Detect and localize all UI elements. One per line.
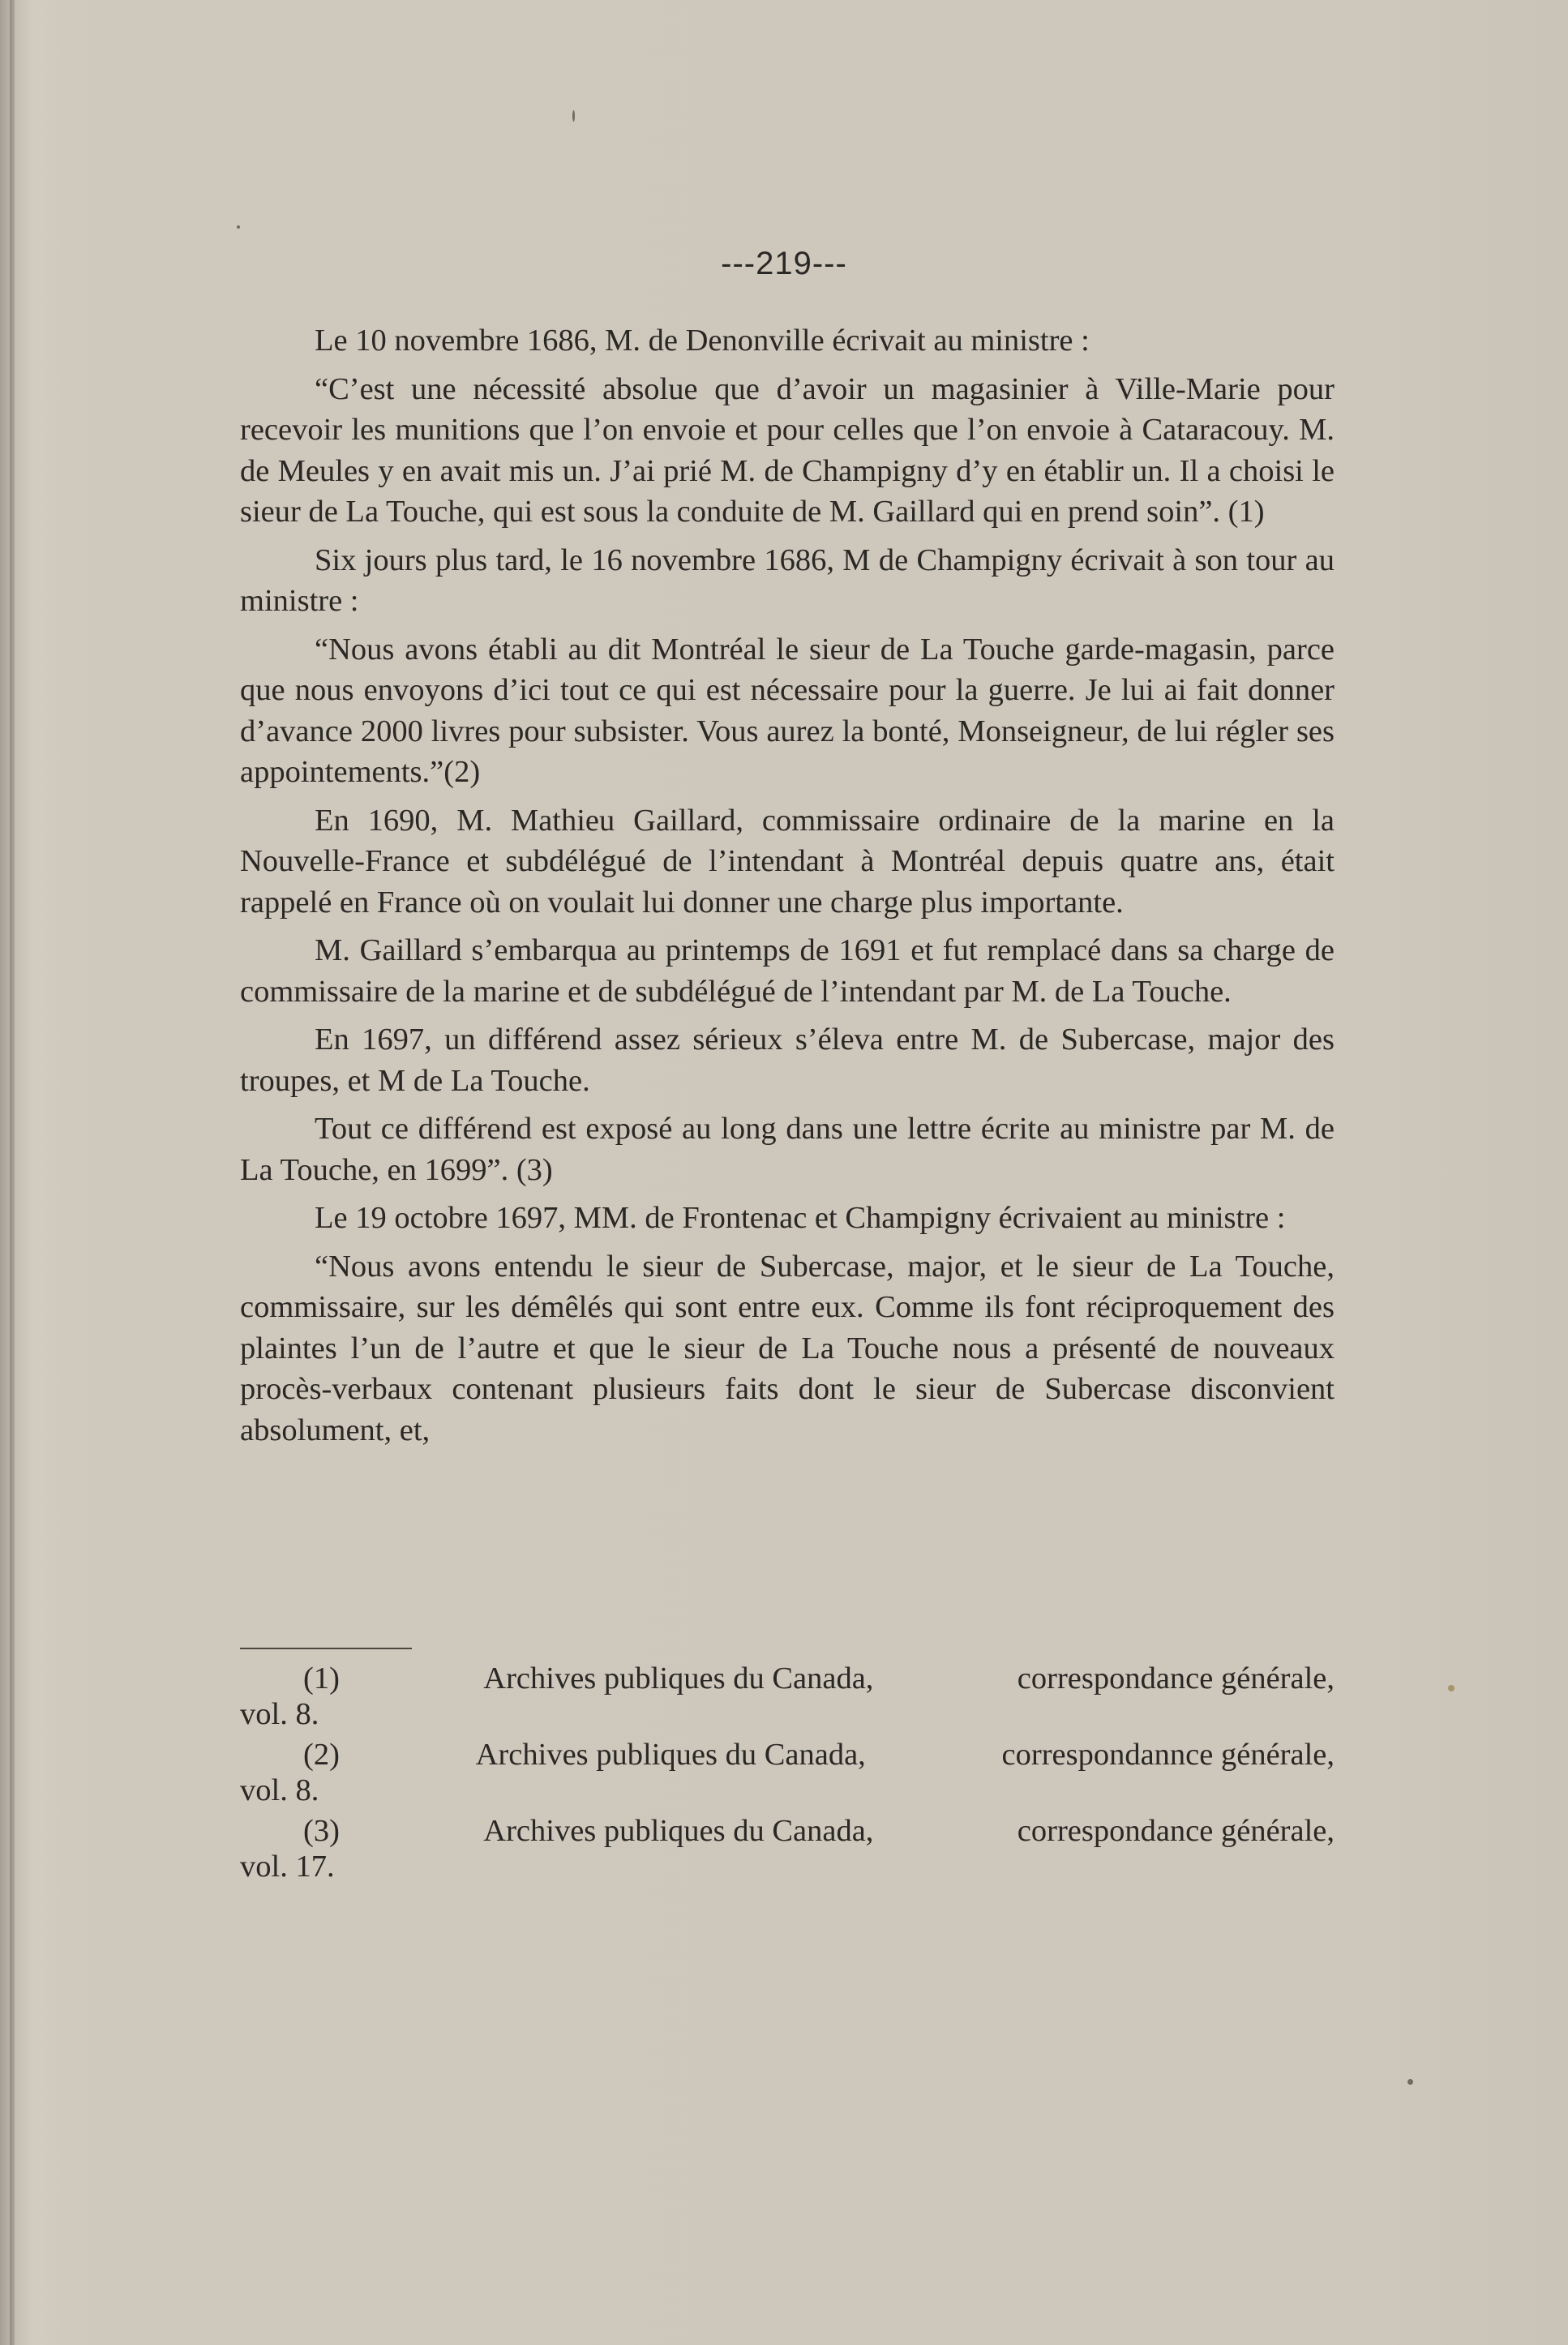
footnote	[240, 1813, 1335, 1884]
paragraph: Six jours plus tard, le 16 novembre 1686, M de Champigny écrivait à son tour au ministre :	[240, 542, 1335, 618]
footnote-source: Archives publiques du Canada,	[475, 1738, 866, 1772]
footnote-volume: vol. 17.	[240, 1850, 335, 1884]
footnote-source: Archives publiques du Canada,	[483, 1661, 874, 1696]
footnote-detail: correspondance générale,	[1017, 1814, 1335, 1848]
paragraph: Tout ce différend est exposé au long dans une lettre écrite au ministre par M. de La Touche, en 1699”. (3)	[240, 1112, 1335, 1187]
footnote-marker: (1)	[303, 1661, 340, 1696]
paragraph: “Nous avons établi au dit Montréal le sieur de La Touche garde-magasin, parce que nous envoyons d’ici tout ce qui est nécessaire pour la guerre. Je lui ai fait donner d’avance 2000 livres pour subsister. Vous aurez la bonté, Monseigneur, de lui régler ses appointements.”(2)	[240, 632, 1335, 789]
paragraph: Le 19 octobre 1697, MM. de Frontenac et Champigny écrivaient au ministre :	[315, 1201, 1286, 1235]
footnote	[240, 1661, 1335, 1732]
paper-speck	[237, 225, 240, 229]
paragraph: Le 10 novembre 1686, M. de Denonville écrivait au ministre :	[315, 324, 1090, 358]
paragraph: En 1690, M. Mathieu Gaillard, commissaire ordinaire de la marine en la Nouvelle-France et subdélégué de l’intendant à Montréal depuis quatre ans, était rappelé en France où on voulait lui donner une charge plus importante.	[240, 803, 1335, 920]
paragraph: M. Gaillard s’embarqua au printemps de 1691 et fut remplacé dans sa charge de commissaire de la marine et de subdélégué de l’intendant par M. de La Touche.	[240, 933, 1335, 1009]
paragraph: En 1697, un différend assez sérieux s’éleva entre M. de Subercase, major des troupes, et M de La Touche.	[240, 1022, 1335, 1098]
page-number: ---219---	[721, 246, 847, 281]
paragraph: “Nous avons entendu le sieur de Subercase, major, et le sieur de La Touche, commissaire, sur les démêlés qui sont entre eux. Comme ils font réciproquement des plaintes l’un de l’autre et que le sieur de La Touche nous a présenté de nouveaux procès-verbaux contenant plusieurs faits dont le sieur de Subercase disconvient absolument, et,	[240, 1249, 1335, 1447]
footnote-marker: (3)	[303, 1814, 340, 1848]
footnote-rule	[240, 1648, 412, 1649]
footnotes	[240, 1661, 1335, 1889]
paragraph: “C’est une nécessité absolue que d’avoir un magasinier à Ville-Marie pour recevoir les munitions que l’on envoie et pour celles que l’on envoie à Cataracouy. M. de Meules y en avait mis un. J’ai prié M. de Champigny d’y en établir un. Il a choisi le sieur de La Touche, qui est sous la conduite de M. Gaillard qui en prend soin”. (1)	[240, 371, 1335, 529]
footnote-detail: correspondance générale,	[1017, 1661, 1335, 1696]
footnote-detail: correspondannce générale,	[1001, 1738, 1335, 1772]
footnote-volume: vol. 8.	[240, 1773, 319, 1807]
footnote-marker: (2)	[303, 1738, 340, 1772]
footnote-source: Archives publiques du Canada,	[483, 1814, 874, 1848]
footnote-volume: vol. 8.	[240, 1697, 319, 1731]
paper-speck	[1448, 1685, 1454, 1691]
footnote	[240, 1737, 1335, 1808]
paper-speck	[572, 110, 575, 122]
body-text	[240, 320, 1335, 1458]
page-gutter	[10, 0, 15, 2345]
paper-speck	[1407, 2079, 1413, 2085]
